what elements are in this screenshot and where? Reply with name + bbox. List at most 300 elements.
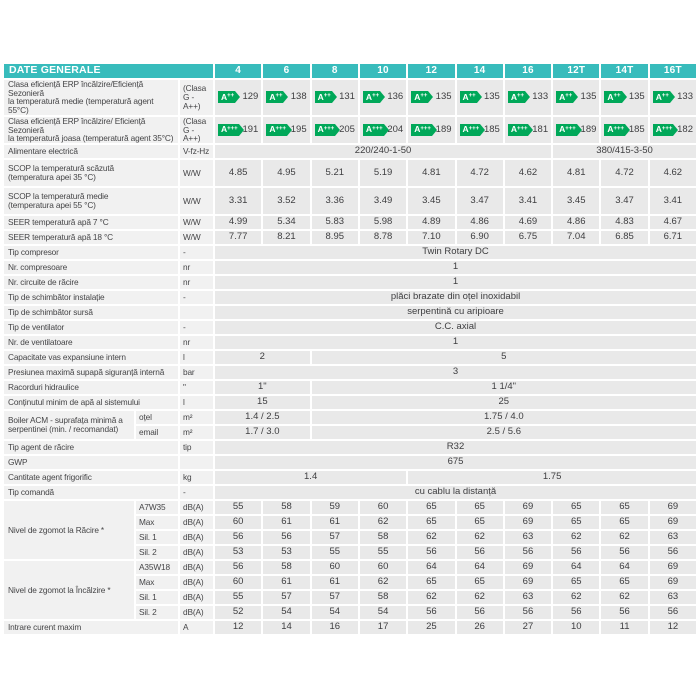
unit-cell: A (180, 621, 213, 634)
value-cell: R32 (215, 441, 696, 454)
value-cell: 57 (263, 591, 309, 604)
energy-rating-badge: A +++ (508, 124, 529, 136)
unit-cell (180, 456, 213, 469)
value-cell: 62 (360, 516, 406, 529)
table-row (4, 306, 696, 319)
value-cell: 4.72 (457, 160, 503, 186)
table-row (4, 351, 696, 364)
unit-cell: dB(A) (180, 591, 213, 604)
table-row (4, 486, 696, 499)
value-cell: 4.83 (601, 216, 647, 229)
value-cell: 65 (457, 501, 503, 514)
energy-rating-badge: A ++ (411, 91, 428, 103)
value-cell: 7.04 (553, 231, 599, 244)
value-cell: 6.71 (650, 231, 696, 244)
value-cell: 8.21 (263, 231, 309, 244)
row-label: Nivel de zgomot la Răcire * (4, 501, 134, 559)
value-cell: 56 (215, 561, 261, 574)
row-sublabel: Sil. 1 (136, 591, 178, 604)
energy-rating (217, 124, 259, 136)
value-cell: 64 (457, 561, 503, 574)
spec-table (2, 62, 698, 636)
value-cell: 56 (215, 531, 261, 544)
value-cell: 65 (408, 501, 454, 514)
value-cell: 53 (263, 546, 309, 559)
value-cell: 60 (215, 576, 261, 589)
row-label: Tip agent de răcire (4, 441, 178, 454)
value-cell: 54 (263, 606, 309, 619)
energy-rating (507, 124, 549, 136)
table-row (4, 441, 696, 454)
table-row (4, 456, 696, 469)
value-cell: 56 (601, 606, 647, 619)
value-cell: 56 (553, 606, 599, 619)
energy-rating (603, 124, 645, 136)
energy-cell (650, 80, 696, 115)
value-cell: 63 (650, 591, 696, 604)
value-cell: 62 (408, 591, 454, 604)
value-cell: 57 (312, 591, 358, 604)
value-cell: 57 (312, 531, 358, 544)
row-sublabel: Max (136, 516, 178, 529)
value-cell: 65 (457, 576, 503, 589)
value-cell: 5.19 (360, 160, 406, 186)
row-sublabel: Sil. 1 (136, 531, 178, 544)
value-cell: 69 (505, 516, 551, 529)
unit-cell: dB(A) (180, 561, 213, 574)
energy-cell (553, 80, 599, 115)
row-label: Capacitate vas expansiune intern (4, 351, 178, 364)
value-cell: 62 (601, 531, 647, 544)
value-cell: 4.99 (215, 216, 261, 229)
energy-cell (263, 117, 309, 143)
row-label: Nr. circuite de răcire (4, 276, 178, 289)
unit-cell: V-fz-Hz (180, 145, 213, 158)
value-cell: 17 (360, 621, 406, 634)
unit-cell: - (180, 246, 213, 259)
energy-cell (360, 117, 406, 143)
energy-index-value: 135 (483, 91, 500, 103)
row-label: Tip de ventilator (4, 321, 178, 334)
table-row (4, 291, 696, 304)
energy-rating (459, 91, 501, 103)
value-cell: 12 (215, 621, 261, 634)
value-cell: 27 (505, 621, 551, 634)
unit-cell: - (180, 321, 213, 334)
value-cell: 1 1/4" (312, 381, 696, 394)
row-sublabel: Sil. 2 (136, 606, 178, 619)
energy-rating-badge: A ++ (266, 91, 283, 103)
energy-rating (265, 124, 307, 136)
value-cell: 10 (553, 621, 599, 634)
energy-rating-badge: A +++ (411, 124, 432, 136)
energy-rating (603, 91, 645, 103)
energy-rating (555, 91, 597, 103)
row-sublabel: Max (136, 576, 178, 589)
value-cell: 54 (312, 606, 358, 619)
value-cell: 3.41 (505, 188, 551, 214)
row-label: Tip de schimbător instalație (4, 291, 178, 304)
value-cell: 62 (408, 531, 454, 544)
energy-cell (408, 80, 454, 115)
energy-index-value: 135 (580, 91, 597, 103)
value-cell: 62 (553, 531, 599, 544)
value-cell: 56 (553, 546, 599, 559)
value-cell: 65 (553, 501, 599, 514)
value-cell: 55 (360, 546, 406, 559)
unit-cell: W/W (180, 231, 213, 244)
energy-cell (553, 117, 599, 143)
header-row (4, 64, 696, 78)
energy-index-value: 181 (532, 123, 549, 135)
value-cell: 65 (457, 516, 503, 529)
row-label: SCOP la temperatură scăzută (temperatura apei 35 °C) (4, 160, 178, 186)
row-label: SEER temperatură apă 7 °C (4, 216, 178, 229)
energy-rating (652, 124, 694, 136)
value-cell: 1" (215, 381, 310, 394)
value-cell: 2.5 / 5.6 (312, 426, 696, 439)
value-cell: 69 (650, 501, 696, 514)
value-cell: 14 (263, 621, 309, 634)
energy-rating (362, 91, 404, 103)
value-cell: 56 (408, 546, 454, 559)
value-cell: 4.85 (215, 160, 261, 186)
unit-cell: l (180, 351, 213, 364)
value-cell: 3.36 (312, 188, 358, 214)
energy-rating-badge: A ++ (653, 91, 670, 103)
energy-rating-badge: A +++ (460, 124, 481, 136)
energy-rating-badge: A ++ (363, 91, 380, 103)
row-label: Clasa eficiență ERP încălzire/ Eficiență Sezonieră la temperatură joasa (temperatură agent 35°C) (4, 117, 178, 143)
value-cell: 65 (553, 516, 599, 529)
value-cell: 58 (263, 561, 309, 574)
table-row (4, 396, 696, 409)
energy-rating-badge: A ++ (556, 91, 573, 103)
value-cell: 63 (650, 531, 696, 544)
row-label: Tip de schimbător sursă (4, 306, 178, 319)
value-cell: 220/240-1-50 (215, 145, 551, 158)
table-row (4, 366, 696, 379)
unit-cell: (Clasa G - A++) (180, 80, 213, 115)
value-cell: 60 (360, 561, 406, 574)
table-row (4, 471, 696, 484)
value-cell: 3.49 (360, 188, 406, 214)
unit-cell: - (180, 486, 213, 499)
unit-cell: dB(A) (180, 606, 213, 619)
energy-index-value: 135 (435, 91, 452, 103)
table-row (4, 561, 696, 574)
value-cell: 4.67 (650, 216, 696, 229)
value-cell: 7.77 (215, 231, 261, 244)
value-cell: 61 (312, 516, 358, 529)
value-cell: 4.69 (505, 216, 551, 229)
energy-index-value: 131 (339, 91, 355, 103)
table-row (4, 145, 696, 158)
unit-cell: - (180, 291, 213, 304)
value-cell: 62 (457, 591, 503, 604)
energy-index-value: 195 (290, 123, 307, 135)
energy-cell (457, 80, 503, 115)
value-cell: cu cablu la distanță (215, 486, 696, 499)
row-label: SCOP la temperatură medie (temperatura apei 55 °C) (4, 188, 178, 214)
value-cell: 56 (263, 531, 309, 544)
column-header: 16T (650, 64, 696, 78)
unit-cell: nr (180, 276, 213, 289)
value-cell: 2 (215, 351, 310, 364)
row-label: Conținutul minim de apă al sistemului (4, 396, 178, 409)
value-cell: 54 (360, 606, 406, 619)
value-cell: C.C. axial (215, 321, 696, 334)
value-cell: 25 (312, 396, 696, 409)
value-cell: 55 (312, 546, 358, 559)
unit-cell: W/W (180, 216, 213, 229)
value-cell: 4.86 (457, 216, 503, 229)
value-cell: 6.85 (601, 231, 647, 244)
unit-cell: dB(A) (180, 501, 213, 514)
table-row (4, 321, 696, 334)
value-cell: 1 (215, 261, 696, 274)
value-cell: 4.81 (553, 160, 599, 186)
value-cell: plăci brazate din oțel inoxidabil (215, 291, 696, 304)
value-cell: 8.95 (312, 231, 358, 244)
value-cell: 64 (408, 561, 454, 574)
energy-rating-badge: A ++ (460, 91, 477, 103)
value-cell: 65 (601, 501, 647, 514)
energy-cell (215, 80, 261, 115)
energy-cell (312, 117, 358, 143)
value-cell: 3.45 (553, 188, 599, 214)
value-cell: 5.83 (312, 216, 358, 229)
unit-cell: kg (180, 471, 213, 484)
energy-rating (314, 91, 356, 103)
column-header: 12T (553, 64, 599, 78)
unit-cell: W/W (180, 188, 213, 214)
unit-cell: W/W (180, 160, 213, 186)
value-cell: 4.89 (408, 216, 454, 229)
value-cell: 69 (650, 576, 696, 589)
value-cell: 4.62 (650, 160, 696, 186)
value-cell: 6.90 (457, 231, 503, 244)
value-cell: 65 (408, 576, 454, 589)
table-row (4, 501, 696, 514)
row-label: Nr. de ventilatoare (4, 336, 178, 349)
row-label: Boiler ACM - suprafața minimă a serpentinei (min. / recomandat) (4, 411, 134, 439)
table-title: DATE GENERALE (4, 64, 213, 78)
column-header: 4 (215, 64, 261, 78)
value-cell: 61 (263, 576, 309, 589)
value-cell: 62 (360, 576, 406, 589)
unit-cell: l (180, 396, 213, 409)
value-cell: 56 (650, 606, 696, 619)
unit-cell: m² (180, 411, 213, 424)
value-cell: 55 (215, 501, 261, 514)
value-cell: 56 (505, 546, 551, 559)
value-cell: 65 (408, 516, 454, 529)
energy-rating-badge: A ++ (315, 91, 332, 103)
value-cell: 1.7 / 3.0 (215, 426, 310, 439)
energy-cell (263, 80, 309, 115)
row-label: Tip comandă (4, 486, 178, 499)
energy-rating (555, 124, 597, 136)
column-header: 6 (263, 64, 309, 78)
energy-cell (215, 117, 261, 143)
value-cell: 6.75 (505, 231, 551, 244)
energy-rating (507, 91, 549, 103)
value-cell: 1.75 / 4.0 (312, 411, 696, 424)
value-cell: 16 (312, 621, 358, 634)
value-cell: 64 (601, 561, 647, 574)
value-cell: 4.86 (553, 216, 599, 229)
energy-index-value: 204 (387, 123, 404, 135)
value-cell: 675 (215, 456, 696, 469)
energy-cell (601, 80, 647, 115)
energy-index-value: 191 (242, 123, 259, 135)
value-cell: 3.47 (601, 188, 647, 214)
value-cell: 65 (601, 576, 647, 589)
value-cell: 3.41 (650, 188, 696, 214)
value-cell: 380/415-3-50 (553, 145, 696, 158)
value-cell: 62 (601, 591, 647, 604)
table-row (4, 188, 696, 214)
column-header: 14 (457, 64, 503, 78)
row-label: Tip compresor (4, 246, 178, 259)
value-cell: 56 (408, 606, 454, 619)
value-cell: 8.78 (360, 231, 406, 244)
value-cell: 63 (505, 591, 551, 604)
value-cell: 3.45 (408, 188, 454, 214)
energy-rating-badge: A +++ (556, 124, 577, 136)
value-cell: 3.31 (215, 188, 261, 214)
row-sublabel: A35W18 (136, 561, 178, 574)
value-cell: 1.4 (215, 471, 406, 484)
unit-cell (180, 306, 213, 319)
value-cell: 62 (553, 591, 599, 604)
value-cell: Twin Rotary DC (215, 246, 696, 259)
value-cell: 52 (215, 606, 261, 619)
value-cell: 58 (360, 591, 406, 604)
energy-index-value: 138 (290, 91, 307, 103)
value-cell: 63 (505, 531, 551, 544)
value-cell: 60 (360, 501, 406, 514)
column-header: 8 (312, 64, 358, 78)
energy-rating (410, 91, 452, 103)
energy-index-value: 185 (628, 123, 645, 135)
value-cell: 4.62 (505, 160, 551, 186)
row-label: Presiunea maximă supapă siguranță internă (4, 366, 178, 379)
energy-rating-badge: A +++ (653, 124, 674, 136)
table-row (4, 276, 696, 289)
unit-cell: dB(A) (180, 516, 213, 529)
energy-rating-badge: A +++ (363, 124, 384, 136)
column-header: 12 (408, 64, 454, 78)
unit-cell: dB(A) (180, 576, 213, 589)
energy-cell (505, 80, 551, 115)
energy-rating (217, 91, 259, 103)
value-cell: 3.47 (457, 188, 503, 214)
value-cell: 58 (263, 501, 309, 514)
value-cell: 4.72 (601, 160, 647, 186)
energy-rating-badge: A ++ (604, 91, 621, 103)
energy-cell (312, 80, 358, 115)
unit-cell: (Clasa G - A++) (180, 117, 213, 143)
value-cell: 5.21 (312, 160, 358, 186)
row-label: Intrare curent maxim (4, 621, 178, 634)
unit-cell: m² (180, 426, 213, 439)
value-cell: 56 (505, 606, 551, 619)
value-cell: 1.75 (408, 471, 696, 484)
unit-cell: bar (180, 366, 213, 379)
energy-rating (314, 124, 356, 136)
energy-index-value: 189 (580, 123, 597, 135)
energy-rating (459, 124, 501, 136)
value-cell: 61 (312, 576, 358, 589)
energy-rating-badge: A ++ (218, 91, 235, 103)
row-sublabel: oțel (136, 411, 178, 424)
energy-rating-badge: A +++ (266, 124, 287, 136)
table-row (4, 216, 696, 229)
energy-cell (601, 117, 647, 143)
unit-cell: nr (180, 261, 213, 274)
value-cell: 5 (312, 351, 696, 364)
value-cell: 69 (505, 576, 551, 589)
value-cell: serpentină cu aripioare (215, 306, 696, 319)
energy-index-value: 135 (628, 91, 645, 103)
energy-index-value: 205 (339, 123, 355, 135)
row-label: Nivel de zgomot la Încălzire * (4, 561, 134, 619)
table-row (4, 160, 696, 186)
row-label: Nr. compresoare (4, 261, 178, 274)
value-cell: 62 (457, 531, 503, 544)
value-cell: 56 (601, 546, 647, 559)
row-sublabel: A7W35 (136, 501, 178, 514)
table-row (4, 80, 696, 115)
unit-cell: tip (180, 441, 213, 454)
unit-cell: nr (180, 336, 213, 349)
row-label: Clasa eficiență ERP încălzire/Eficiență Sezonieră la temperatură medie (temperatură agent 55°C) (4, 80, 178, 115)
value-cell: 15 (215, 396, 310, 409)
energy-rating-badge: A +++ (604, 124, 625, 136)
table-row (4, 246, 696, 259)
row-sublabel: Sil. 2 (136, 546, 178, 559)
energy-rating (410, 124, 452, 136)
value-cell: 60 (312, 561, 358, 574)
value-cell: 4.95 (263, 160, 309, 186)
energy-rating (265, 91, 307, 103)
energy-rating (652, 91, 694, 103)
row-label: Cantitate agent frigorific (4, 471, 178, 484)
energy-cell (457, 117, 503, 143)
value-cell: 4.81 (408, 160, 454, 186)
value-cell: 1 (215, 276, 696, 289)
value-cell: 69 (505, 561, 551, 574)
energy-cell (650, 117, 696, 143)
value-cell: 69 (650, 561, 696, 574)
table-row (4, 621, 696, 634)
energy-index-value: 133 (532, 91, 549, 103)
energy-rating-badge: A +++ (315, 124, 336, 136)
value-cell: 59 (312, 501, 358, 514)
spec-sheet (2, 62, 698, 636)
energy-rating-badge: A +++ (218, 124, 239, 136)
value-cell: 60 (215, 516, 261, 529)
value-cell: 3.52 (263, 188, 309, 214)
value-cell: 65 (553, 576, 599, 589)
value-cell: 69 (505, 501, 551, 514)
value-cell: 5.34 (263, 216, 309, 229)
unit-cell: " (180, 381, 213, 394)
row-label: GWP (4, 456, 178, 469)
value-cell: 56 (457, 606, 503, 619)
